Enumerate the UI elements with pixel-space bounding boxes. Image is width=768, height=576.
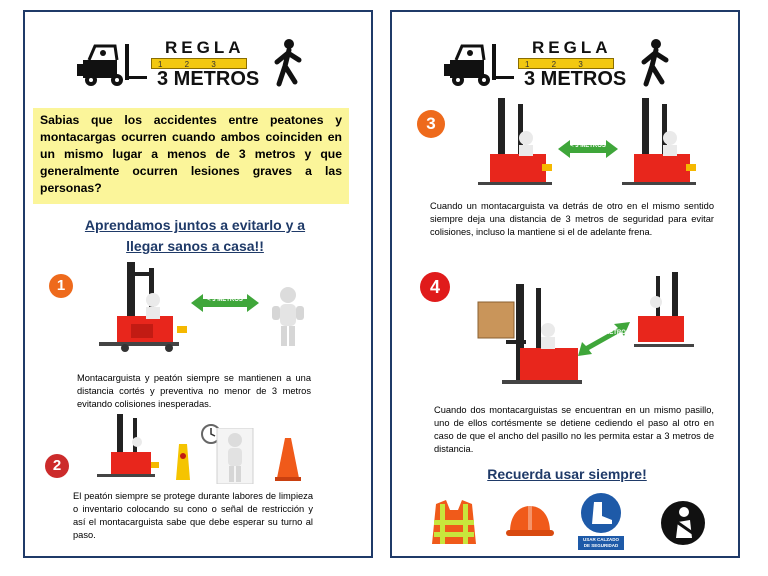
step-2-number: 2 [45, 454, 69, 478]
logo-metros-text: 3 METROS [157, 68, 260, 90]
forklift-icon [91, 414, 161, 484]
step-4-text: Cuando dos montacarguistas se encuentran en un mismo pasillo, uno de ellos cortésmente se detiene cediendo el paso al otro en caso de que el ancho del pasillo no les permita estar a 3 metros de distancia. [434, 405, 714, 454]
heading-line-1: Aprendamos juntos a evitarlo y a [84, 217, 306, 233]
distance-arrow-label: < 3 METROS [594, 330, 630, 336]
forklift-icon [69, 42, 149, 88]
safety-vest-icon [430, 498, 478, 548]
step-1-illustration [91, 262, 321, 358]
wet-floor-sign-icon [175, 442, 191, 482]
distance-arrow-label: < 3 METROS [207, 297, 243, 303]
step-3-illustration [476, 98, 706, 194]
step-1-text: Montacarguista y peatón siempre se mantienen a una distancia cortés y preventiva no menor de 3 metros evitando colisiones inesperadas. [77, 373, 311, 409]
reminder-heading: Recuerda usar siempre! [487, 466, 647, 482]
pedestrian-figure-icon [267, 286, 309, 350]
hard-hat-icon [504, 504, 554, 542]
boot-icon [580, 492, 622, 534]
walking-person-icon [632, 38, 676, 90]
forklift-icon [436, 42, 516, 88]
seatbelt-icon [660, 500, 706, 546]
measuring-tape: 1 2 3 [518, 58, 614, 69]
forklift-with-box-icon [476, 268, 584, 398]
distance-arrow-label: < 3 METROS [570, 143, 606, 149]
boot-sign-plate [578, 536, 624, 550]
forklift-icon [632, 268, 698, 352]
forklift-icon [476, 98, 556, 194]
ppe-icons-row [422, 490, 722, 554]
walking-person-icon [265, 38, 309, 90]
heading-line-2: llegar sanos a casa!! [126, 238, 264, 254]
intro-question: Sabias que los accidentes entre peatones y montacargas ocurren cuando ambos coinciden en un mismo lugar a menos de 3 metros y que generalmente ocurren lesiones graves a las personas? [33, 108, 349, 204]
forklift-icon [91, 262, 187, 358]
step-3-number: 3 [417, 110, 445, 138]
step-2-illustration [91, 414, 321, 484]
forklift-icon [620, 98, 700, 194]
regla-logo [436, 38, 686, 90]
step-4-illustration [476, 268, 706, 398]
step-3-text: Cuando un montacarguista va detrás de otro en el mismo sentido siempre deja una distancia de 3 metros de seguridad para evitar colisiones, incluso la mantiene si el de adelante frena. [430, 201, 714, 237]
boot-sign-line-1: USAR CALZADO [583, 537, 619, 542]
logo-metros-text: 3 METROS [524, 68, 627, 90]
measuring-tape: 1 2 3 [151, 58, 247, 69]
pedestrian-figure-icon [215, 428, 255, 484]
logo-regla-text: REGLA [532, 38, 612, 57]
distance-arrow-icon [189, 292, 261, 314]
step-4-number: 4 [420, 272, 450, 302]
boot-sign-line-2: DE SEGURIDAD [583, 543, 619, 548]
step-2-text: El peatón siempre se protege durante labores de limpieza o inventario colocando su cono o señal de restricción y así el montacarguista sabe que debe esperar su turno al paso. [73, 491, 313, 540]
step-1-number: 1 [49, 274, 73, 298]
traffic-cone-icon [275, 436, 301, 482]
distance-arrow-icon [556, 138, 620, 160]
safety-boots-sign [578, 492, 624, 552]
left-panel [23, 10, 373, 558]
logo-regla-text: REGLA [165, 38, 245, 57]
right-panel [390, 10, 740, 558]
regla-logo [69, 38, 319, 90]
distance-arrow-icon [576, 320, 632, 360]
